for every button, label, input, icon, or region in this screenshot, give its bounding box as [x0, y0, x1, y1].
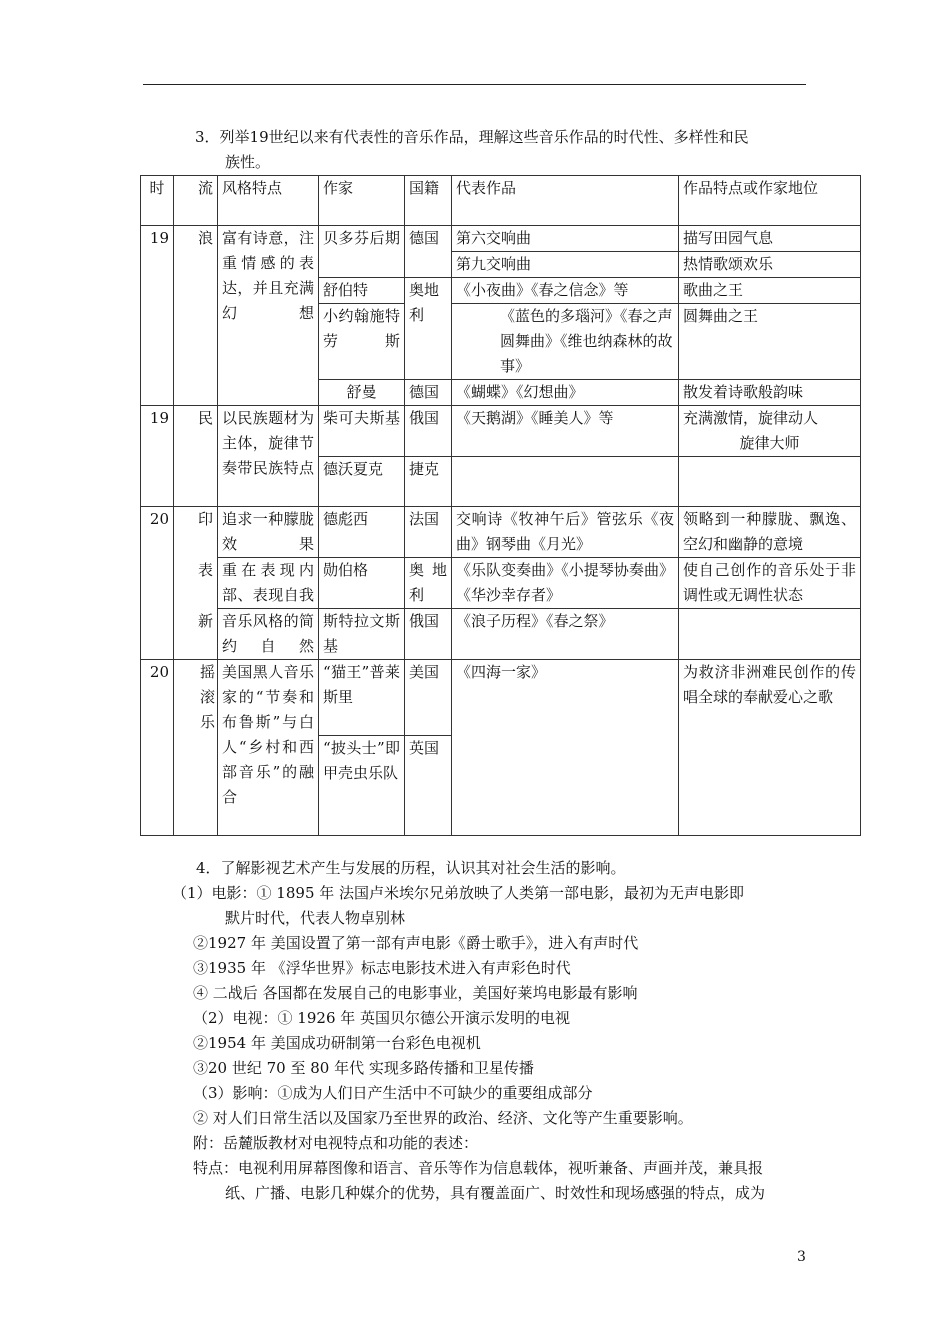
r3-nation-c: 俄国 — [405, 609, 452, 660]
header-composer: 作家 — [319, 176, 405, 226]
tv-2: ②1954 年 美国成功研制第一台彩色电视机 — [193, 1034, 481, 1052]
r1-feature-d: 散发着诗歌般韵味 — [679, 380, 861, 406]
r3-composer-b: 勋伯格 — [319, 558, 405, 609]
r4-work: 《四海一家》 — [452, 660, 679, 836]
impact-1: （3）影响：①成为人们日产生活中不可缺少的重要组成部分 — [193, 1084, 593, 1102]
r1-nation-d: 德国 — [405, 380, 452, 406]
r2-school: 民 — [174, 406, 218, 507]
r1-composer-c: 小约翰施特劳斯 — [319, 304, 405, 380]
r4-nation-a: 美国 — [405, 660, 452, 736]
table-row — [141, 226, 861, 252]
header-time: 时 — [141, 176, 174, 226]
film-line1: （1）电影：① 1895 年 法国卢米埃尔兄弟放映了人类第一部电影，最初为无声电影即 — [172, 884, 745, 902]
tv-3: ③20 世纪 70 至 80 年代 实现多路传播和卫星传播 — [193, 1059, 534, 1077]
r3-style-c: 音乐风格的简约自然 — [218, 609, 319, 660]
r2-work-b — [452, 457, 679, 507]
r2-feature-a — [679, 406, 861, 457]
film-2: ②1927 年 美国设置了第一部有声电影《爵士歌手》，进入有声时代 — [193, 934, 639, 952]
r3-work-a: 交响诗《牧神午后》管弦乐《夜曲》钢琴曲《月光》 — [452, 507, 679, 558]
r1-work-d: 《蝴蝶》《幻想曲》 — [452, 380, 679, 406]
table-row — [141, 660, 861, 736]
r1-composer-b: 舒伯特 — [319, 278, 405, 304]
section3-heading-line1: 3．列举19世纪以来有代表性的音乐作品，理解这些音乐作品的时代性、多样性和民 — [195, 128, 749, 146]
r2-feature-a1: 充满激情，旋律动人 — [683, 409, 819, 427]
r3-work-b: 《乐队变奏曲》《小提琴协奏曲》《华沙幸存者》 — [452, 558, 679, 609]
header-school: 流 — [174, 176, 218, 226]
page-number: 3 — [797, 1249, 806, 1265]
header-style: 风格特点 — [218, 176, 319, 226]
r4-school: 摇滚乐 — [174, 660, 218, 836]
r1-time: 19 — [141, 226, 174, 406]
r1-school: 浪 — [174, 226, 218, 406]
r1-feature-a2: 热情歌颂欢乐 — [679, 252, 861, 278]
r2-style: 以民族题材为主体，旋律节奏带民族特点 — [218, 406, 319, 507]
r1-work-c: 《蓝色的多瑙河》《春之声圆舞曲》《维也纳森林的故事》 — [452, 304, 679, 380]
table-row — [141, 406, 861, 457]
header-feature: 作品特点或作家地位 — [679, 176, 861, 226]
r2-composer-a: 柴可夫斯基 — [319, 406, 405, 457]
r4-composer-b: “披头士”即甲壳虫乐队 — [319, 736, 405, 836]
r3-school-c: 新 — [174, 609, 218, 660]
film-3: ③1935 年 《浮华世界》标志电影技术进入有声彩色时代 — [193, 959, 571, 977]
features-line2: 纸、广播、电影几种媒介的优势，具有覆盖面广、时效性和现场感强的特点，成为 — [225, 1184, 766, 1202]
r4-composer-a: “猫王”普莱斯里 — [319, 660, 405, 736]
features-line1: 特点：电视利用屏幕图像和语言、音乐等作为信息载体，视听兼备、声画并茂，兼具报 — [193, 1159, 764, 1177]
r3-feature-a: 领略到一种朦胧、飘逸、空幻和幽静的意境 — [679, 507, 861, 558]
r1-style: 富有诗意，注重情感的表达，并且充满幻想 — [218, 226, 319, 406]
film-line2: 默片时代，代表人物卓别林 — [225, 909, 406, 927]
section3-heading-line2: 族性。 — [225, 153, 271, 171]
r1-nation-b: 奥地利 — [405, 278, 452, 380]
r1-nation-a: 德国 — [405, 226, 452, 278]
r3-school-a: 印 — [174, 507, 218, 558]
r1-feature-a1: 描写田园气息 — [679, 226, 861, 252]
r1-work-a2: 第九交响曲 — [452, 252, 679, 278]
table-header-row — [141, 176, 861, 226]
header-works: 代表作品 — [452, 176, 679, 226]
r4-style: 美国黑人音乐家的“节奏和布鲁斯”与白人“乡村和西部音乐”的融合 — [218, 660, 319, 836]
r1-feature-b: 歌曲之王 — [679, 278, 861, 304]
r4-time: 20 — [141, 660, 174, 836]
r3-composer-c: 斯特拉文斯基 — [319, 609, 405, 660]
r3-style-a: 追求一种朦胧效果 — [218, 507, 319, 558]
table-row — [141, 558, 861, 609]
appendix: 附：岳麓版教材对电视特点和功能的表述： — [193, 1134, 479, 1152]
r4-nation-b: 英国 — [405, 736, 452, 836]
r2-work-a: 《天鹅湖》《睡美人》等 — [452, 406, 679, 457]
r3-style-b: 重在表现内部、表现自我 — [218, 558, 319, 609]
r2-time: 19 — [141, 406, 174, 507]
table-row — [141, 507, 861, 558]
table-row — [141, 609, 861, 660]
header-rule — [143, 84, 806, 85]
r3-nation-b: 奥地利 — [405, 558, 452, 609]
r2-nation-b: 捷克 — [405, 457, 452, 507]
r3-feature-b: 使自己创作的音乐处于非调性或无调性状态 — [679, 558, 861, 609]
r2-nation-a: 俄国 — [405, 406, 452, 457]
impact-2: ② 对人们日常生活以及国家乃至世界的政治、经济、文化等产生重要影响。 — [193, 1109, 693, 1127]
film-4: ④ 二战后 各国都在发展自己的电影事业，美国好莱坞电影最有影响 — [193, 984, 638, 1002]
r2-feature-b — [679, 457, 861, 507]
tv-1: （2）电视：① 1926 年 英国贝尔德公开演示发明的电视 — [193, 1009, 571, 1027]
r1-work-b: 《小夜曲》《春之信念》等 — [452, 278, 679, 304]
r1-composer-a: 贝多芬后期 — [319, 226, 405, 278]
r1-feature-c: 圆舞曲之王 — [679, 304, 861, 380]
r3-time: 20 — [141, 507, 174, 660]
r1-work-a1: 第六交响曲 — [452, 226, 679, 252]
section4-heading: 4．了解影视艺术产生与发展的历程，认识其对社会生活的影响。 — [196, 859, 626, 877]
r2-feature-a2: 旋律大师 — [739, 434, 800, 452]
r3-feature-c — [679, 609, 861, 660]
r1-composer-d: 舒曼 — [319, 380, 405, 406]
r3-nation-a: 法国 — [405, 507, 452, 558]
r2-composer-b: 德沃夏克 — [319, 457, 405, 507]
r3-composer-a: 德彪西 — [319, 507, 405, 558]
music-table — [140, 175, 861, 836]
r3-work-c: 《浪子历程》《春之祭》 — [452, 609, 679, 660]
r4-feature: 为救济非洲难民创作的传唱全球的奉献爱心之歌 — [679, 660, 861, 836]
header-nation: 国籍 — [405, 176, 452, 226]
r3-school-b: 表 — [174, 558, 218, 609]
